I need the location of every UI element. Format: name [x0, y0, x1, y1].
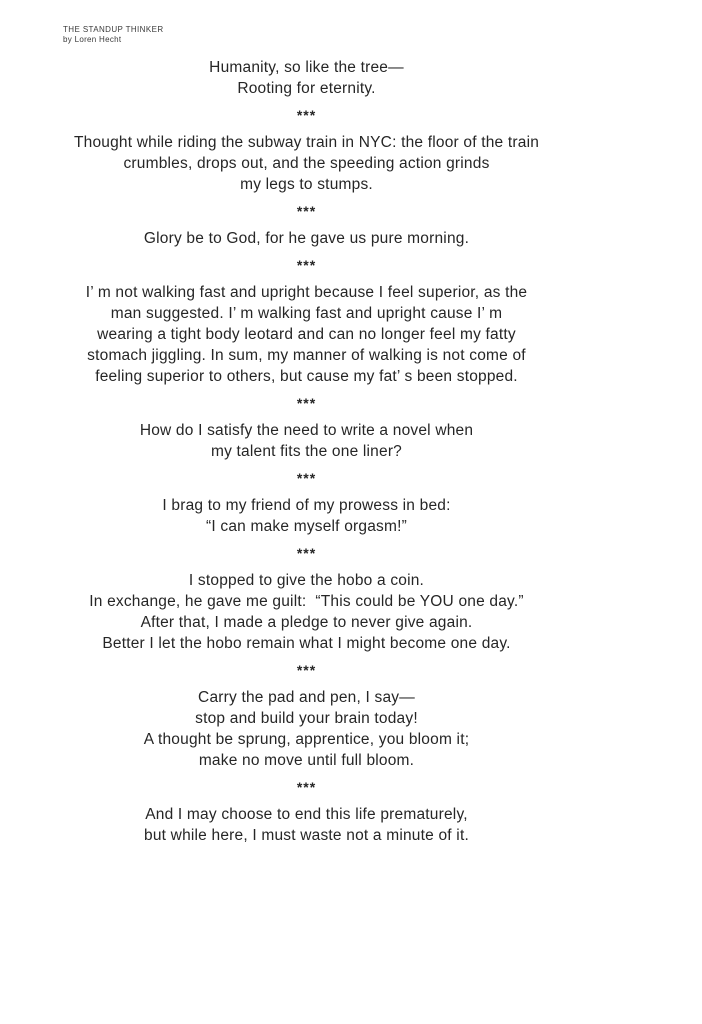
- book-title: THE STANDUP THINKER: [63, 25, 164, 34]
- poem-line: And I may choose to end this life prematurely,: [145, 806, 468, 823]
- poems-column: [0, 57, 613, 846]
- poem-line: Better I let the hobo remain what I might become one day.: [102, 635, 511, 652]
- stanza-9: [0, 804, 613, 846]
- stanza-separator: ***: [296, 203, 317, 219]
- poem-line: Humanity, so like the tree—: [209, 59, 404, 76]
- poem-line: feeling superior to others, but cause my fat’ s been stopped.: [95, 368, 518, 385]
- poem-line: After that, I made a pledge to never give again.: [140, 614, 473, 631]
- stanza-separator: ***: [296, 470, 317, 486]
- book-header: [63, 25, 164, 45]
- poem-line: A thought be sprung, apprentice, you bloom it;: [143, 731, 470, 748]
- stanza-separator: ***: [296, 107, 317, 123]
- stanza-separator: ***: [296, 545, 317, 561]
- stanza-1: [0, 57, 613, 99]
- poem-line: I’ m not walking fast and upright because I feel superior, as the: [85, 284, 528, 301]
- stanza-4: [0, 282, 613, 387]
- stanza-6: [0, 495, 613, 537]
- poem-line: Carry the pad and pen, I say—: [198, 689, 415, 706]
- poem-line: How do I satisfy the need to write a novel when: [139, 422, 474, 439]
- stanza-5: [0, 420, 613, 462]
- poem-line: In exchange, he gave me guilt: “This could be YOU one day.”: [89, 593, 524, 610]
- poem-line: crumbles, drops out, and the speeding action grinds: [123, 155, 490, 172]
- poem-line: wearing a tight body leotard and can no longer feel my fatty: [97, 326, 516, 343]
- poem-line: my legs to stumps.: [240, 176, 373, 193]
- stanza-2: [0, 132, 613, 195]
- stanza-separator: ***: [296, 257, 317, 273]
- stanza-8: [0, 687, 613, 771]
- poem-line: Thought while riding the subway train in NYC: the floor of the train: [73, 134, 540, 151]
- stanza-separator: ***: [296, 779, 317, 795]
- poem-line: make no move until full bloom.: [198, 752, 415, 769]
- stanza-7: [0, 570, 613, 654]
- poem-line: man suggested. I’ m walking fast and upright cause I’ m: [110, 305, 503, 322]
- stanza-3: [0, 228, 613, 249]
- poem-line: stop and build your brain today!: [195, 710, 418, 727]
- book-author: by Loren Hecht: [63, 35, 122, 44]
- poem-line: Glory be to God, for he gave us pure morning.: [143, 230, 470, 247]
- poem-line: I brag to my friend of my prowess in bed:: [162, 497, 451, 514]
- poem-line: my talent fits the one liner?: [210, 443, 403, 460]
- poem-line: Rooting for eternity.: [237, 80, 376, 97]
- poem-line: but while here, I must waste not a minute of it.: [144, 827, 469, 844]
- stanza-separator: ***: [296, 395, 317, 411]
- stanza-separator: ***: [296, 662, 317, 678]
- poem-line: stomach jiggling. In sum, my manner of walking is not come of: [87, 347, 526, 364]
- poem-line: “I can make myself orgasm!”: [206, 518, 407, 535]
- poem-line: I stopped to give the hobo a coin.: [188, 572, 425, 589]
